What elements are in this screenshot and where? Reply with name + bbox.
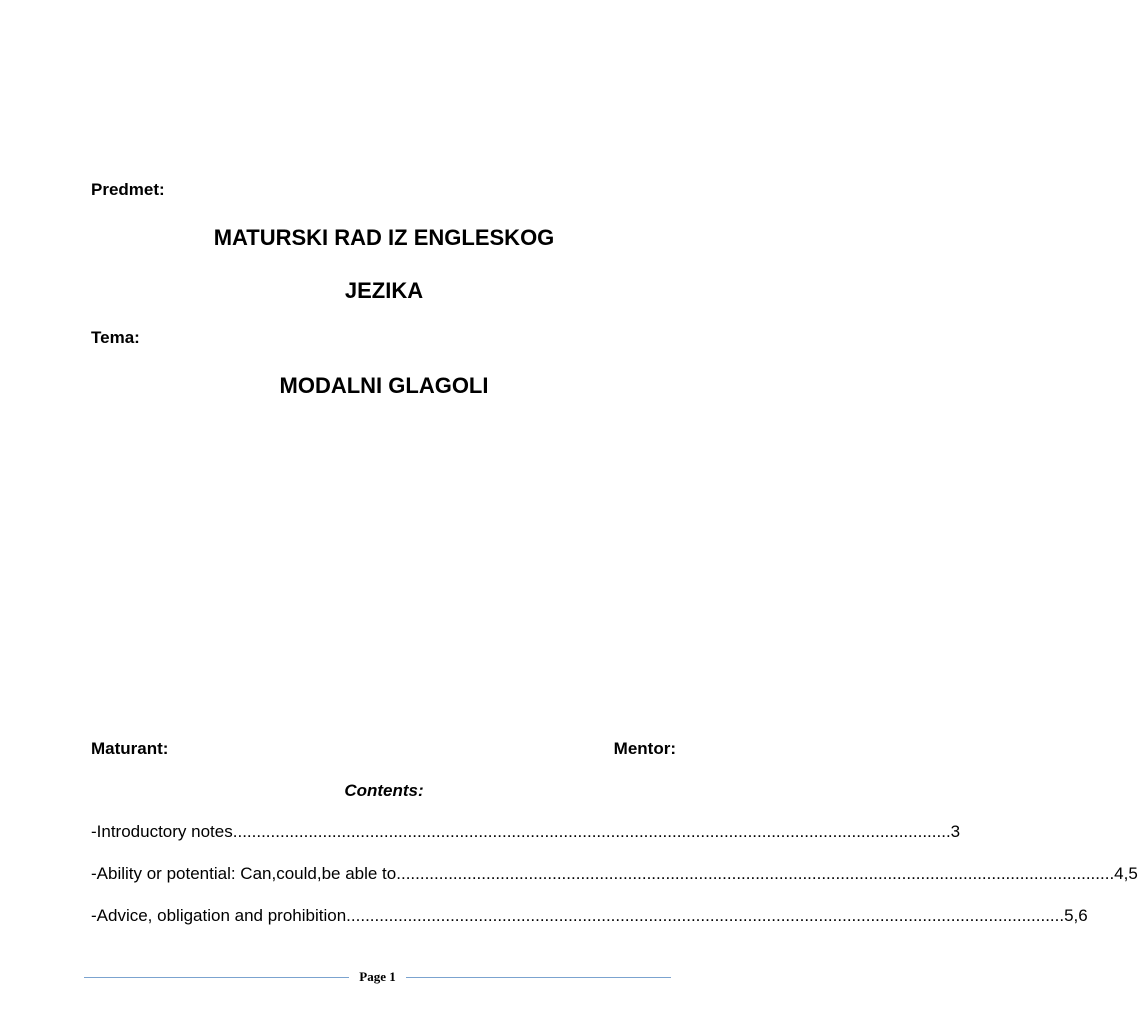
page-footer [84, 968, 671, 986]
toc-entry [91, 906, 1088, 926]
toc-entry-page: 4,5 [1114, 864, 1138, 883]
title-line-2: JEZIKA [344, 278, 424, 303]
title-line-1: MATURSKI RAD IZ ENGLESKOG [213, 225, 555, 250]
student-label: Maturant: [91, 739, 169, 758]
subject-label: Predmet: [91, 180, 165, 199]
toc-leader-dots: ........................................................................................................................................................ [396, 864, 1115, 883]
footer-rule-right [406, 977, 671, 978]
contents-title: Contents: [344, 781, 424, 800]
toc-entry-page: 3 [950, 822, 961, 841]
signature-row [91, 739, 676, 759]
topic-label: Tema: [91, 328, 140, 347]
toc-entry [91, 822, 961, 842]
topic-title: MODALNI GLAGOLI [279, 373, 489, 398]
toc-entry [91, 864, 1138, 884]
toc-entry-text: -Advice, obligation and prohibition [91, 906, 347, 925]
page-number: Page 1 [359, 969, 396, 984]
mentor-label: Mentor: [613, 739, 676, 758]
toc-entry-text: -Ability or potential: Can,could,be able to [91, 864, 397, 883]
toc-entry-text: -Introductory notes [91, 822, 233, 841]
footer-rule-left [84, 977, 349, 978]
toc-leader-dots: ........................................................................................................................................................ [232, 822, 951, 841]
toc-leader-dots: ........................................................................................................................................................ [346, 906, 1065, 925]
toc-entry-page: 5,6 [1064, 906, 1088, 925]
